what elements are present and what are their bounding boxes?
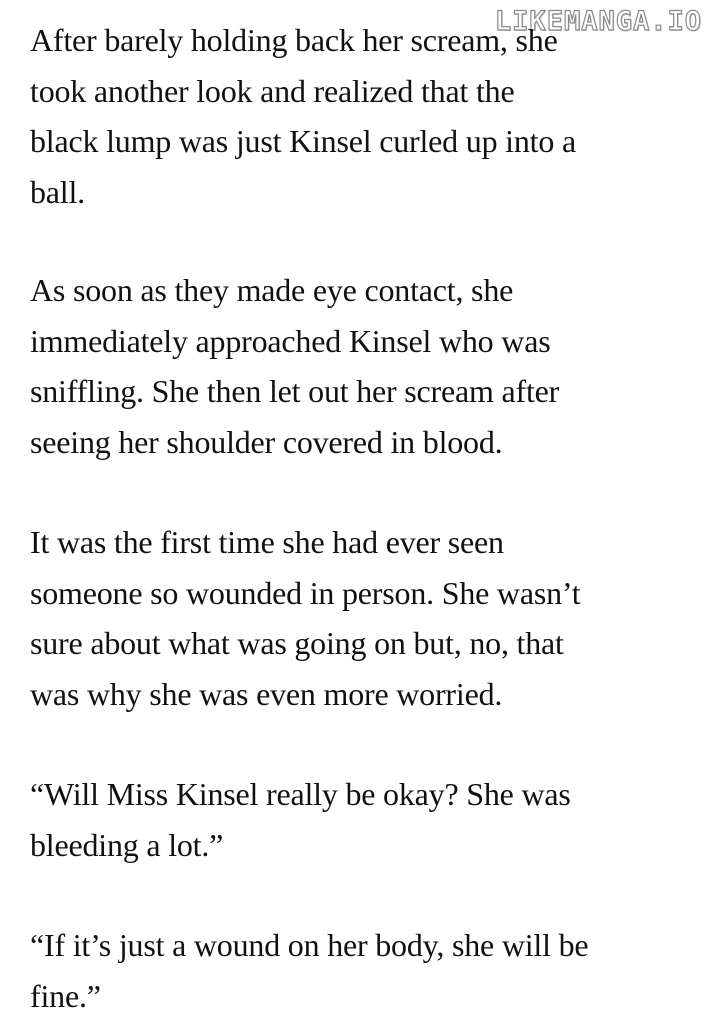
paragraph-line: fine.” [30, 977, 101, 1014]
site-watermark: LIKEMANGA.IO [494, 6, 702, 37]
paragraph-line: someone so wounded in person. She wasn’t [30, 574, 581, 611]
paragraph-line: was why she was even more worried. [30, 675, 503, 712]
paragraph-line: ball. [30, 173, 85, 210]
paragraph-line: seeing her shoulder covered in blood. [30, 423, 503, 460]
paragraph-line: As soon as they made eye contact, she [30, 272, 514, 308]
dialogue-2 [30, 920, 710, 1021]
paragraph-line: After barely holding back her scream, she [30, 22, 558, 58]
paragraph-line: black lump was just Kinsel curled up into a [30, 123, 576, 159]
paragraph-line: took another look and realized that the [30, 72, 515, 109]
dialogue-1 [30, 769, 710, 870]
paragraph-line: sniffling. She then let out her scream after [30, 373, 560, 409]
paragraph-line: “Will Miss Kinsel really be okay? She was [30, 776, 571, 812]
paragraph-line: sure about what was going on but, no, that [30, 625, 564, 661]
paragraph-line: It was the first time she had ever seen [30, 524, 504, 560]
paragraph-line: “If it’s just a wound on her body, she will be [30, 927, 589, 963]
paragraph-2 [30, 265, 710, 467]
paragraph-line: immediately approached Kinsel who was [30, 322, 551, 359]
paragraph-1 [30, 15, 710, 217]
paragraph-3 [30, 517, 710, 719]
paragraph-line: bleeding a lot.” [30, 826, 224, 863]
